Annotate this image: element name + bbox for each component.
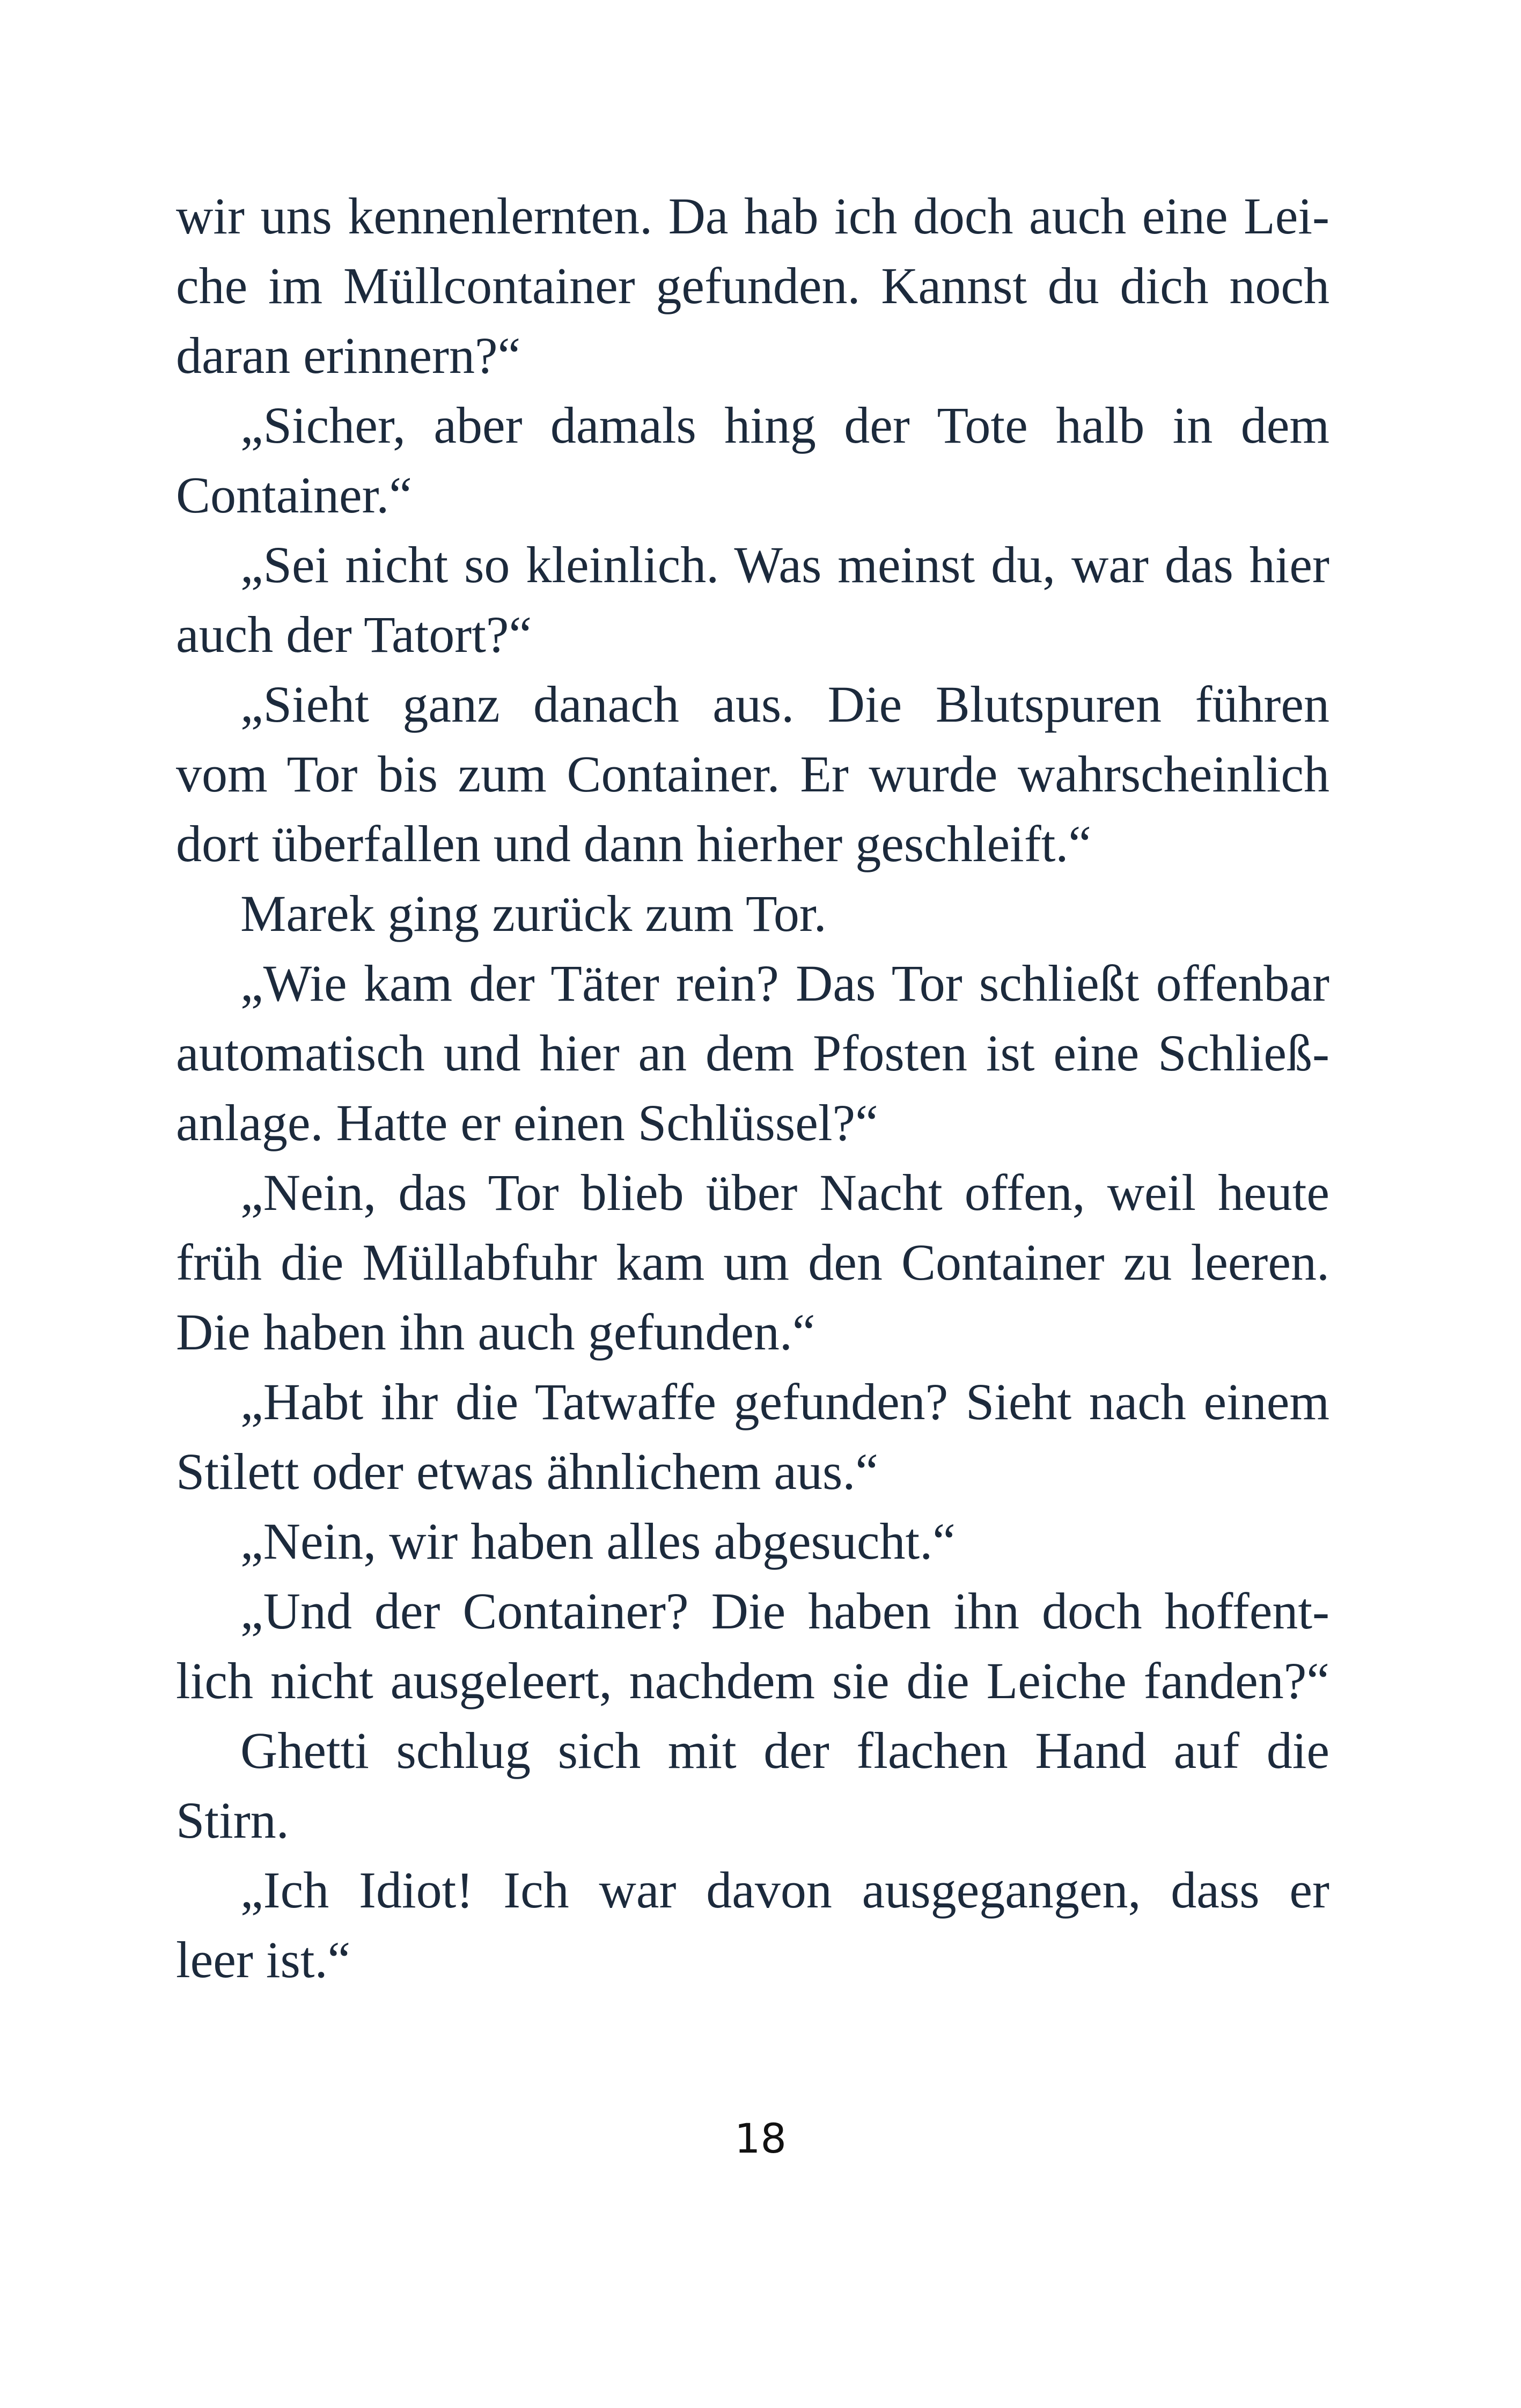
text-line: auch der Tatort?“ — [176, 606, 532, 663]
text-line: „Nein, wir haben alles abgesucht.“ — [240, 1513, 956, 1570]
text-line: Stilett oder etwas ähnlichem aus.“ — [176, 1443, 878, 1500]
text-line: automatisch und hier an dem Pfosten ist eine Schließ- — [176, 1024, 1329, 1082]
text-line: lich nicht ausgeleert, nachdem sie die Leiche fanden?“ — [176, 1652, 1329, 1709]
text-line: che im Müllcontainer gefunden. Kannst du dich noch — [176, 257, 1329, 314]
text-line: daran erinnern?“ — [176, 327, 521, 384]
text-line: Container.“ — [176, 466, 412, 524]
text-line: früh die Müllabfuhr kam um den Container zu leeren. — [176, 1234, 1329, 1291]
text-line: „Sei nicht so kleinlich. Was meinst du, war das hier — [240, 536, 1329, 593]
text-line: Stirn. — [176, 1792, 289, 1849]
text-line: Marek ging zurück zum Tor. — [240, 885, 827, 942]
text-line: „Und der Container? Die haben ihn doch hoffent- — [240, 1582, 1329, 1640]
text-line: „Nein, das Tor blieb über Nacht offen, weil heute — [240, 1164, 1329, 1221]
text-line: Die haben ihn auch gefunden.“ — [176, 1303, 815, 1361]
page-number: 18 — [734, 2115, 787, 2162]
text-line: vom Tor bis zum Container. Er wurde wahrscheinlich — [176, 745, 1329, 803]
text-line: Ghetti schlug sich mit der flachen Hand auf die — [240, 1722, 1329, 1779]
text-line: wir uns kennenlernten. Da hab ich doch auch eine Lei- — [176, 187, 1329, 245]
text-line: leer ist.“ — [176, 1931, 351, 1988]
text-line: „Ich Idiot! Ich war davon ausgegangen, dass er — [240, 1861, 1329, 1919]
text-line: „Sicher, aber damals hing der Tote halb in dem — [240, 397, 1329, 454]
text-line: „Habt ihr die Tatwaffe gefunden? Sieht nach einem — [240, 1373, 1329, 1430]
text-line: „Wie kam der Täter rein? Das Tor schließt offenbar — [240, 955, 1329, 1012]
text-line: anlage. Hatte er einen Schlüssel?“ — [176, 1094, 878, 1151]
text-line: „Sieht ganz danach aus. Die Blutspuren führen — [240, 676, 1329, 733]
body-text — [176, 181, 1329, 1995]
text-line: dort überfallen und dann hierher geschleift.“ — [176, 815, 1091, 872]
